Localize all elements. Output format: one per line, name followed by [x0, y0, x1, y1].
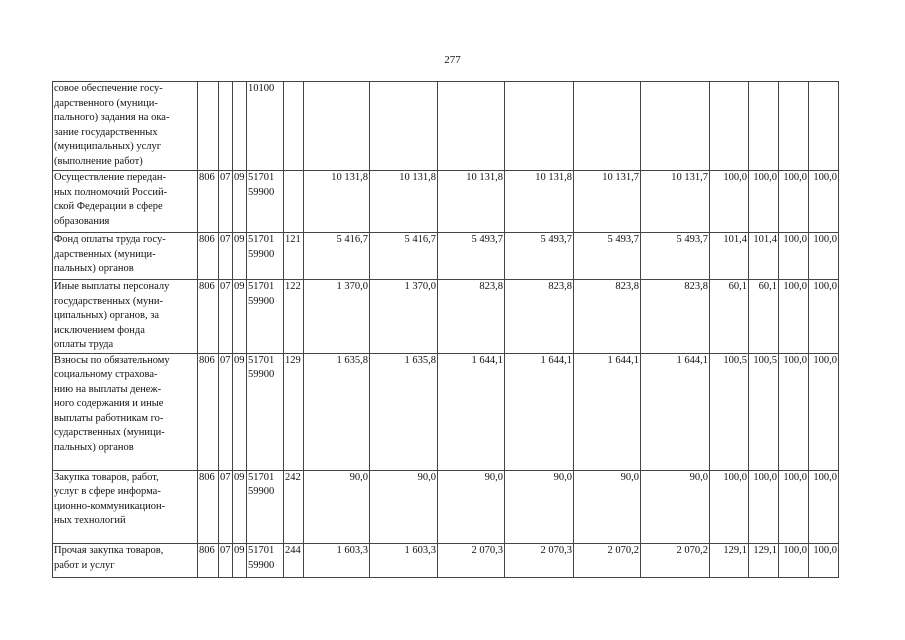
- vr-cell: 122: [284, 280, 304, 354]
- vr-cell: 129: [284, 353, 304, 470]
- amount-cell-v5: 5 493,7: [574, 233, 641, 280]
- table-row: [53, 82, 839, 171]
- row-name-line: сударственных (муници-: [54, 427, 165, 438]
- amount-cell-v5: 10 131,7: [574, 171, 641, 233]
- percent-cell-p3: [779, 82, 809, 171]
- row-name-line: Фонд оплаты труда госу-: [54, 234, 166, 245]
- amount-cell-v4: 10 131,8: [505, 171, 574, 233]
- percent-cell-p2: 60,1: [749, 280, 779, 354]
- row-name-line: государственных (муни-: [54, 295, 164, 307]
- amount-cell-v3: 90,0: [438, 470, 505, 544]
- ved-cell: 806: [198, 280, 219, 354]
- rz-cell: 07: [219, 280, 233, 354]
- row-name-line: Осуществление передан-: [54, 172, 167, 183]
- csr-cell: [247, 233, 284, 280]
- amount-cell-v2: [370, 82, 438, 171]
- table-row: [53, 171, 839, 233]
- row-name-line: социальному страхова-: [54, 369, 158, 380]
- csr-line: 59900: [248, 186, 275, 198]
- amount-cell-v6: 90,0: [641, 470, 710, 544]
- vr-cell: [284, 82, 304, 171]
- amount-cell-v4: 90,0: [505, 470, 574, 544]
- percent-cell-p3: 100,0: [779, 171, 809, 233]
- csr-cell: [247, 171, 284, 233]
- amount-cell-v2: 90,0: [370, 470, 438, 544]
- amount-cell-v1: 1 370,0: [304, 280, 370, 354]
- pr-cell: [233, 82, 247, 171]
- amount-cell-v1: 10 131,8: [304, 171, 370, 233]
- row-name-line: (выполнение работ): [54, 155, 143, 167]
- table-row: [53, 353, 839, 470]
- row-name-line: (муниципальных) услуг: [54, 141, 162, 152]
- percent-cell-p1: 100,0: [710, 470, 749, 544]
- csr-line: 59900: [248, 486, 275, 497]
- amount-cell-v6: [641, 82, 710, 171]
- page-number: 277: [444, 54, 461, 66]
- csr-line: 51701: [248, 471, 275, 483]
- row-name-line: ных технологий: [54, 515, 126, 526]
- row-name-cell: [53, 470, 198, 544]
- row-name-line: ципальных) органов, за: [54, 310, 160, 321]
- percent-cell-p1: 100,0: [710, 171, 749, 233]
- csr-cell: [247, 82, 284, 171]
- row-name-line: образования: [54, 215, 110, 227]
- csr-line: 59900: [248, 559, 275, 571]
- pr-cell: 09: [233, 470, 247, 544]
- amount-cell-v2: 1 603,3: [370, 544, 438, 578]
- csr-line: 59900: [248, 248, 275, 260]
- table-row: [53, 233, 839, 280]
- amount-cell-v4: [505, 82, 574, 171]
- percent-cell-p2: 129,1: [749, 544, 779, 578]
- percent-cell-p2: 100,0: [749, 470, 779, 544]
- amount-cell-v1: [304, 82, 370, 171]
- row-name-line: услуг в сфере информа-: [54, 486, 161, 497]
- percent-cell-p2: 100,5: [749, 353, 779, 470]
- amount-cell-v4: 823,8: [505, 280, 574, 354]
- amount-cell-v2: 5 416,7: [370, 233, 438, 280]
- csr-line: 59900: [248, 369, 275, 380]
- pr-cell: 09: [233, 233, 247, 280]
- csr-line: 51701: [248, 172, 275, 183]
- budget-table-body: [53, 82, 839, 578]
- row-name-line: дарственных (муници-: [54, 248, 156, 260]
- pr-cell: 09: [233, 171, 247, 233]
- row-name-line: пальных) органов: [54, 263, 134, 274]
- csr-cell: [247, 470, 284, 544]
- percent-cell-p1: [710, 82, 749, 171]
- table-row: [53, 544, 839, 578]
- amount-cell-v1: 1 635,8: [304, 353, 370, 470]
- percent-cell-p4: 100,0: [809, 544, 839, 578]
- row-name-line: зание государственных: [54, 126, 158, 138]
- ved-cell: 806: [198, 171, 219, 233]
- amount-cell-v1: 5 416,7: [304, 233, 370, 280]
- percent-cell-p4: 100,0: [809, 353, 839, 470]
- percent-cell-p4: 100,0: [809, 233, 839, 280]
- csr-line: 51701: [248, 281, 275, 292]
- amount-cell-v6: 2 070,2: [641, 544, 710, 578]
- vr-cell: [284, 171, 304, 233]
- csr-line: 51701: [248, 234, 275, 245]
- vr-cell: 121: [284, 233, 304, 280]
- pr-cell: 09: [233, 280, 247, 354]
- row-name-line: выплаты работникам го-: [54, 412, 164, 424]
- amount-cell-v1: 1 603,3: [304, 544, 370, 578]
- row-name-cell: [53, 280, 198, 354]
- amount-cell-v4: 2 070,3: [505, 544, 574, 578]
- ved-cell: 806: [198, 233, 219, 280]
- row-name-line: Закупка товаров, работ,: [54, 471, 159, 483]
- row-name-line: [54, 455, 196, 470]
- percent-cell-p3: 100,0: [779, 470, 809, 544]
- amount-cell-v5: [574, 82, 641, 171]
- amount-cell-v1: 90,0: [304, 470, 370, 544]
- amount-cell-v3: 5 493,7: [438, 233, 505, 280]
- table-row: [53, 280, 839, 354]
- row-name-line: ного содержания и иные: [54, 398, 164, 409]
- row-name-line: пального) задания на ока-: [54, 112, 170, 123]
- csr-line: 51701: [248, 354, 275, 366]
- amount-cell-v2: 1 635,8: [370, 353, 438, 470]
- row-name-line: ных полномочий Россий-: [54, 186, 168, 198]
- csr-cell: [247, 353, 284, 470]
- rz-cell: 07: [219, 470, 233, 544]
- amount-cell-v2: 10 131,8: [370, 171, 438, 233]
- pr-cell: 09: [233, 544, 247, 578]
- percent-cell-p3: 100,0: [779, 233, 809, 280]
- csr-line: 10100: [248, 83, 275, 94]
- ved-cell: 806: [198, 544, 219, 578]
- row-name-line: дарственного (муници-: [54, 97, 158, 109]
- rz-cell: 07: [219, 353, 233, 470]
- csr-line: 59900: [248, 295, 275, 307]
- row-name-line: пальных) органов: [54, 441, 134, 453]
- percent-cell-p4: [809, 82, 839, 171]
- budget-table: [52, 81, 839, 578]
- vr-cell: 242: [284, 470, 304, 544]
- percent-cell-p2: [749, 82, 779, 171]
- amount-cell-v3: [438, 82, 505, 171]
- amount-cell-v3: 2 070,3: [438, 544, 505, 578]
- row-name-cell: [53, 171, 198, 233]
- percent-cell-p4: 100,0: [809, 280, 839, 354]
- amount-cell-v3: 10 131,8: [438, 171, 505, 233]
- percent-cell-p1: 100,5: [710, 353, 749, 470]
- amount-cell-v2: 1 370,0: [370, 280, 438, 354]
- percent-cell-p1: 101,4: [710, 233, 749, 280]
- amount-cell-v3: 823,8: [438, 280, 505, 354]
- csr-cell: [247, 544, 284, 578]
- percent-cell-p3: 100,0: [779, 353, 809, 470]
- amount-cell-v4: 1 644,1: [505, 353, 574, 470]
- row-name-cell: [53, 233, 198, 280]
- amount-cell-v6: 823,8: [641, 280, 710, 354]
- csr-cell: [247, 280, 284, 354]
- amount-cell-v4: 5 493,7: [505, 233, 574, 280]
- row-name-line: оплаты труда: [54, 339, 114, 350]
- row-name-line: совое обеспечение госу-: [54, 83, 163, 94]
- ved-cell: [198, 82, 219, 171]
- amount-cell-v6: 5 493,7: [641, 233, 710, 280]
- row-name-line: ционно-коммуникацион-: [54, 500, 166, 512]
- row-name-line: ской Федерации в сфере: [54, 201, 163, 212]
- amount-cell-v5: 823,8: [574, 280, 641, 354]
- ved-cell: 806: [198, 470, 219, 544]
- rz-cell: 07: [219, 544, 233, 578]
- percent-cell-p1: 60,1: [710, 280, 749, 354]
- amount-cell-v3: 1 644,1: [438, 353, 505, 470]
- amount-cell-v6: 10 131,7: [641, 171, 710, 233]
- percent-cell-p1: 129,1: [710, 544, 749, 578]
- vr-cell: 244: [284, 544, 304, 578]
- row-name-cell: [53, 82, 198, 171]
- percent-cell-p4: 100,0: [809, 171, 839, 233]
- csr-line: 51701: [248, 545, 275, 556]
- rz-cell: [219, 82, 233, 171]
- percent-cell-p4: 100,0: [809, 470, 839, 544]
- row-name-cell: [53, 544, 198, 578]
- amount-cell-v6: 1 644,1: [641, 353, 710, 470]
- row-name-line: Прочая закупка товаров,: [54, 545, 164, 556]
- percent-cell-p3: 100,0: [779, 280, 809, 354]
- rz-cell: 07: [219, 171, 233, 233]
- amount-cell-v5: 90,0: [574, 470, 641, 544]
- row-name-line: [54, 529, 196, 544]
- rz-cell: 07: [219, 233, 233, 280]
- percent-cell-p2: 100,0: [749, 171, 779, 233]
- percent-cell-p3: 100,0: [779, 544, 809, 578]
- row-name-line: работ и услуг: [54, 559, 115, 571]
- table-row: [53, 470, 839, 544]
- row-name-line: нию на выплаты денеж-: [54, 383, 162, 395]
- pr-cell: 09: [233, 353, 247, 470]
- ved-cell: 806: [198, 353, 219, 470]
- row-name-line: Взносы по обязательному: [54, 354, 170, 366]
- row-name-cell: [53, 353, 198, 470]
- percent-cell-p2: 101,4: [749, 233, 779, 280]
- row-name-line: исключением фонда: [54, 324, 145, 336]
- amount-cell-v5: 1 644,1: [574, 353, 641, 470]
- amount-cell-v5: 2 070,2: [574, 544, 641, 578]
- row-name-line: Иные выплаты персоналу: [54, 281, 170, 292]
